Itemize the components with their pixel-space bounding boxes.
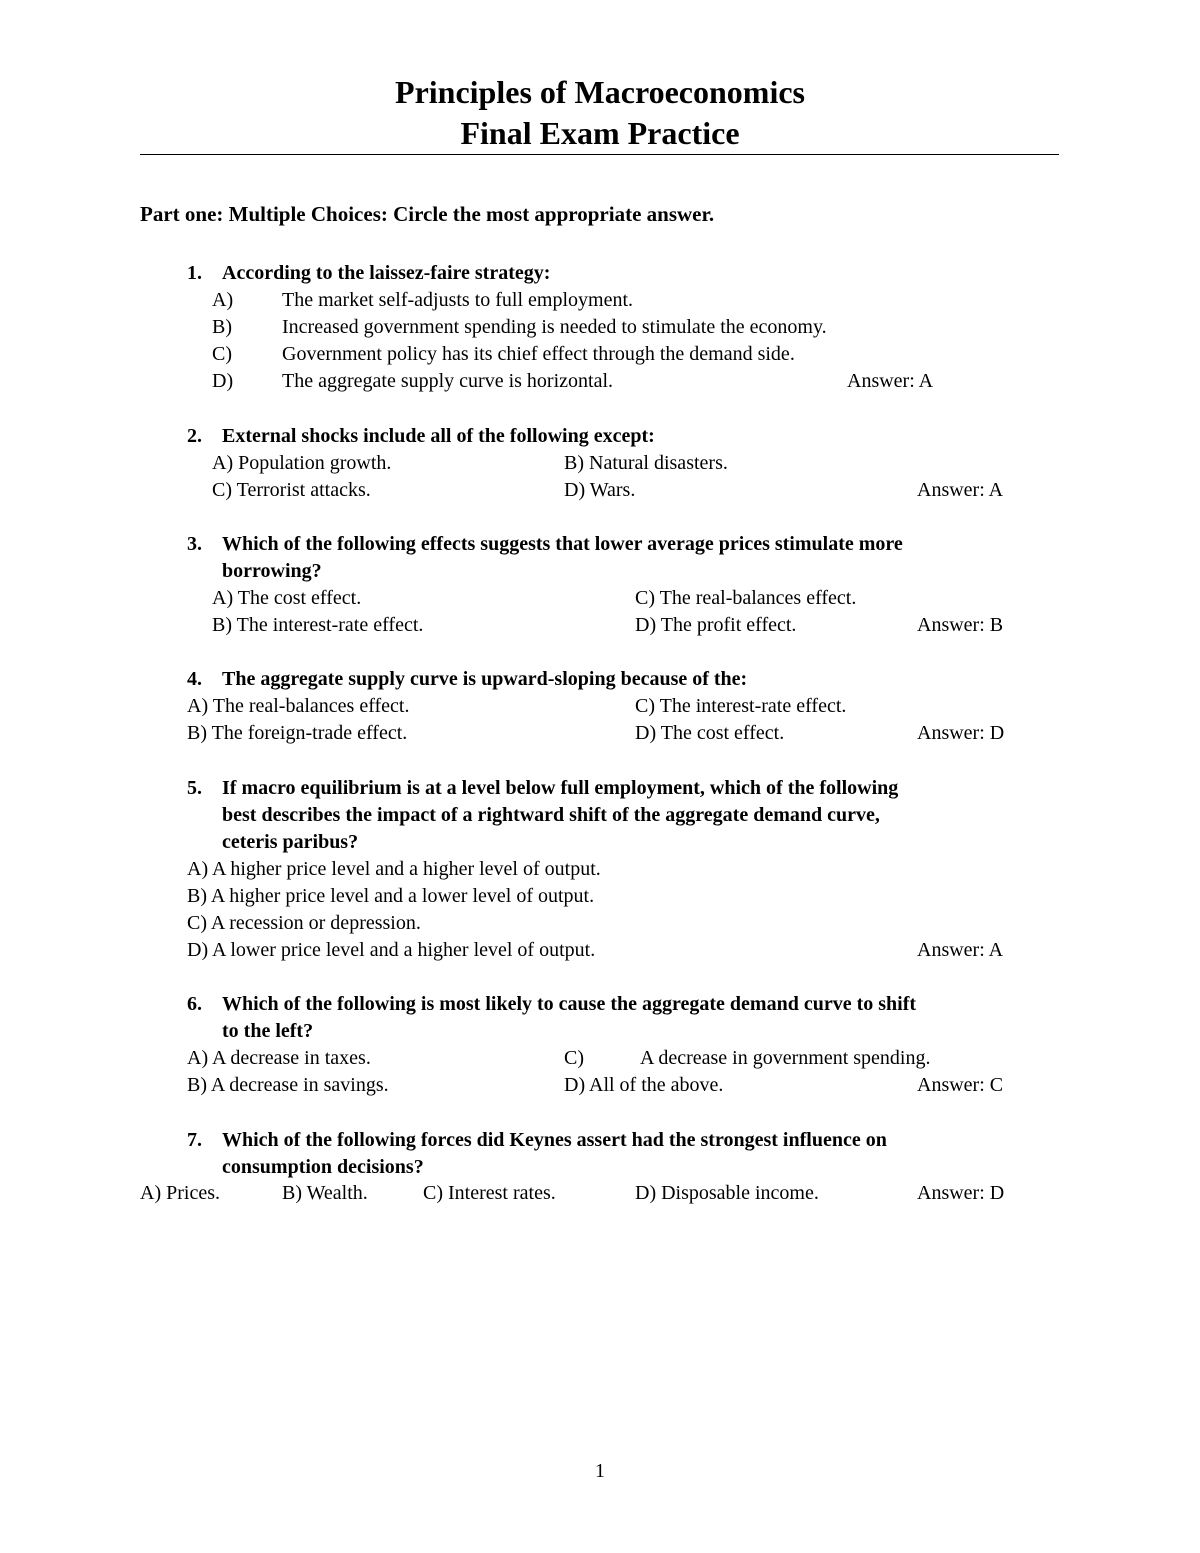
option[interactable]: B) A decrease in savings. bbox=[187, 1074, 389, 1096]
option[interactable]: D) Disposable income. bbox=[635, 1182, 819, 1204]
document-subtitle: Final Exam Practice bbox=[460, 115, 740, 151]
question-stem: borrowing? bbox=[222, 560, 322, 582]
option[interactable]: A) The real-balances effect. bbox=[187, 695, 410, 717]
option[interactable]: C) Terrorist attacks. bbox=[212, 479, 371, 501]
option[interactable]: C) A recession or depression. bbox=[187, 912, 421, 934]
option[interactable]: A) A higher price level and a higher level of output. bbox=[187, 858, 601, 880]
option-text[interactable]: Increased government spending is needed to stimulate the economy. bbox=[282, 316, 827, 338]
question-number: 4. bbox=[187, 668, 202, 690]
question-number: 5. bbox=[187, 777, 202, 799]
option[interactable]: A) The cost effect. bbox=[212, 587, 362, 609]
option[interactable]: D) The profit effect. bbox=[635, 614, 797, 636]
option[interactable]: C) The interest-rate effect. bbox=[635, 695, 847, 717]
question-stem: Which of the following is most likely to cause the aggregate demand curve to shift bbox=[222, 993, 917, 1015]
option[interactable]: B) Wealth. bbox=[282, 1182, 368, 1204]
option[interactable]: A) Population growth. bbox=[212, 452, 392, 474]
question-number: 2. bbox=[187, 425, 202, 447]
answer-key: Answer: A bbox=[917, 479, 1004, 501]
option-letter[interactable]: C) bbox=[564, 1047, 584, 1069]
title-divider bbox=[140, 154, 1059, 155]
page-number: 1 bbox=[595, 1460, 605, 1482]
question-stem: Which of the following forces did Keynes assert had the strongest influence on bbox=[222, 1129, 887, 1151]
question-stem: The aggregate supply curve is upward-sloping because of the: bbox=[222, 668, 748, 690]
option-letter[interactable]: A) bbox=[212, 289, 234, 311]
question-number: 7. bbox=[187, 1129, 202, 1151]
question-stem: to the left? bbox=[222, 1020, 314, 1042]
option[interactable]: B) The foreign-trade effect. bbox=[187, 722, 408, 744]
option[interactable]: A) A decrease in taxes. bbox=[187, 1047, 371, 1069]
question-stem: If macro equilibrium is at a level below full employment, which of the following bbox=[222, 777, 899, 799]
option-text[interactable]: The market self-adjusts to full employment. bbox=[282, 289, 634, 311]
question-stem: External shocks include all of the following except: bbox=[222, 425, 655, 447]
option[interactable]: B) The interest-rate effect. bbox=[212, 614, 424, 636]
option-letter[interactable]: C) bbox=[212, 343, 232, 365]
option[interactable]: D) Wars. bbox=[564, 479, 636, 501]
option[interactable]: B) A higher price level and a lower level of output. bbox=[187, 885, 595, 907]
question-number: 1. bbox=[187, 262, 202, 284]
question-number: 6. bbox=[187, 993, 202, 1015]
option[interactable]: D) The cost effect. bbox=[635, 722, 785, 744]
question-stem: According to the laissez-faire strategy: bbox=[222, 262, 551, 284]
option-text[interactable]: Government policy has its chief effect through the demand side. bbox=[282, 343, 795, 365]
option[interactable]: D) A lower price level and a higher level of output. bbox=[187, 939, 596, 961]
option[interactable]: D) All of the above. bbox=[564, 1074, 724, 1096]
answer-key: Answer: B bbox=[917, 614, 1004, 636]
part-one-heading: Part one: Multiple Choices: Circle the most appropriate answer. bbox=[140, 202, 715, 226]
question-number: 3. bbox=[187, 533, 202, 555]
option-letter[interactable]: D) bbox=[212, 370, 234, 392]
option[interactable]: B) Natural disasters. bbox=[564, 452, 728, 474]
question-stem: Which of the following effects suggests that lower average prices stimulate more bbox=[222, 533, 903, 555]
answer-key: Answer: C bbox=[917, 1074, 1004, 1096]
option-text[interactable]: A decrease in government spending. bbox=[640, 1047, 931, 1069]
question-stem: consumption decisions? bbox=[222, 1156, 424, 1178]
option-letter[interactable]: B) bbox=[212, 316, 232, 338]
answer-key: Answer: A bbox=[917, 939, 1004, 961]
document-title: Principles of Macroeconomics bbox=[395, 74, 805, 110]
answer-key: Answer: D bbox=[917, 1182, 1005, 1204]
option[interactable]: C) Interest rates. bbox=[423, 1182, 556, 1204]
answer-key: Answer: D bbox=[917, 722, 1005, 744]
question-stem: best describes the impact of a rightward shift of the aggregate demand curve, bbox=[222, 804, 880, 826]
question-stem: ceteris paribus? bbox=[222, 831, 359, 853]
option-text[interactable]: The aggregate supply curve is horizontal. bbox=[282, 370, 613, 392]
answer-key: Answer: A bbox=[847, 370, 934, 392]
option[interactable]: A) Prices. bbox=[140, 1182, 220, 1204]
option[interactable]: C) The real-balances effect. bbox=[635, 587, 857, 609]
